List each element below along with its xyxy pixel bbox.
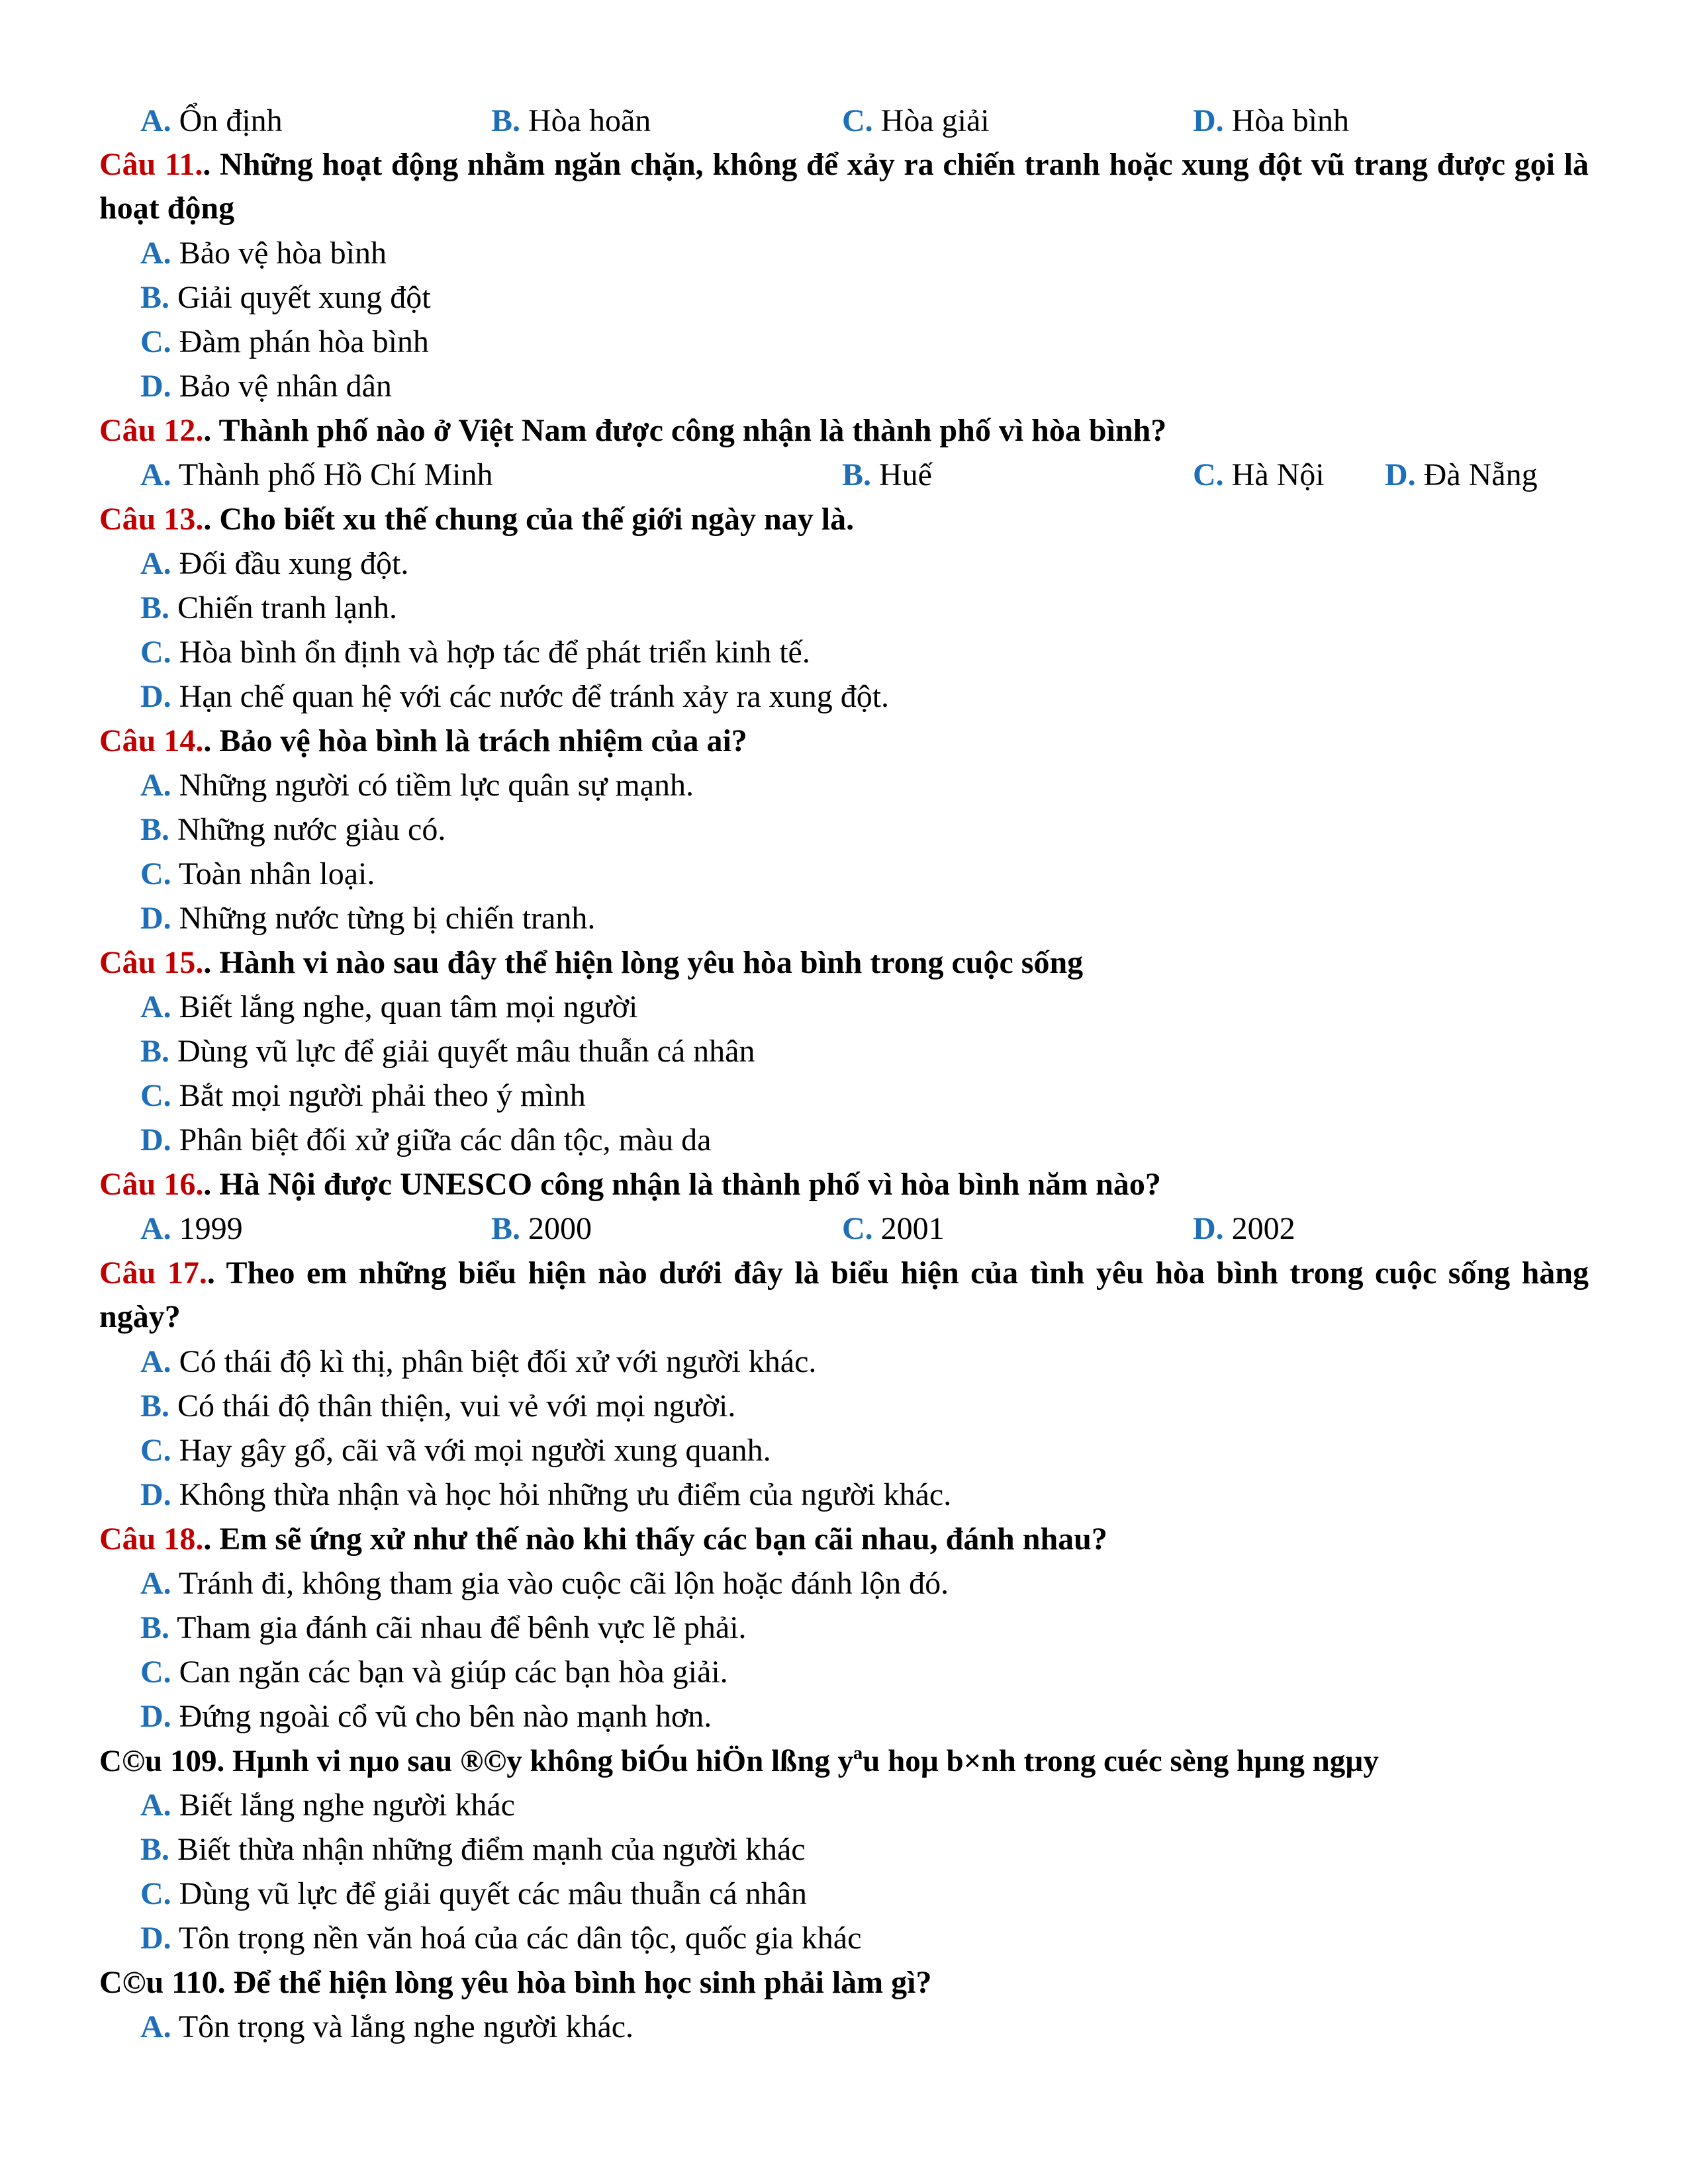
q16-option-d: D. 2002 xyxy=(1193,1211,1295,1246)
q109-option-b: B. Biết thừa nhận những điểm mạnh của người khác xyxy=(140,1832,806,1867)
q16-option-b: B. 2000 xyxy=(491,1211,592,1246)
q12-option-d: D. Đà Nẵng xyxy=(1385,457,1538,492)
q17-option-a: A. Có thái độ kì thị, phân biệt đối xử với người khác. xyxy=(140,1344,817,1379)
question-11: Câu 11.. Những hoạt động nhằm ngăn chặn, không để xảy ra chiến tranh hoặc xung đột vũ trang được gọi là hoạt động xyxy=(99,147,1589,226)
q11-option-d: D. Bảo vệ nhân dân xyxy=(140,369,392,404)
q15-option-b: B. Dùng vũ lực để giải quyết mâu thuẫn cá nhân xyxy=(140,1034,755,1069)
q18-option-d: D. Đứng ngoài cổ vũ cho bên nào mạnh hơn. xyxy=(140,1699,712,1734)
q11-option-a: A. Bảo vệ hòa bình xyxy=(140,236,387,271)
q15-option-a: A. Biết lắng nghe, quan tâm mọi người xyxy=(140,989,638,1024)
q17-option-d: D. Không thừa nhận và học hỏi những ưu điểm của người khác. xyxy=(140,1477,952,1512)
q14-option-b: B. Những nước giàu có. xyxy=(140,812,446,847)
option-b: B. Hòa hoãn xyxy=(491,103,651,138)
q18-option-b: B. Tham gia đánh cãi nhau để bênh vực lẽ phải. xyxy=(140,1610,747,1645)
q18-option-a: A. Tránh đi, không tham gia vào cuộc cãi lộn hoặc đánh lộn đó. xyxy=(140,1566,949,1601)
option-a: A. Ổn định xyxy=(140,103,283,138)
q109-option-d: D. Tôn trọng nền văn hoá của các dân tộc, quốc gia khác xyxy=(140,1921,862,1956)
question-17: Câu 17.. Theo em những biểu hiện nào dưới đây là biểu hiện của tình yêu hòa bình trong cuộc sống hàng ngày? xyxy=(99,1255,1589,1334)
q15-option-c: C. Bắt mọi người phải theo ý mình xyxy=(140,1078,586,1113)
question-15: Câu 15.. Hành vi nào sau đây thể hiện lòng yêu hòa bình trong cuộc sống xyxy=(99,945,1084,980)
question-109: C©u 109. Hµnh vi nµo sau ®©y không biÓu hiÖn lßng yªu hoµ b×nh trong cuéc sèng hµng ngµy xyxy=(99,1744,1379,1778)
q110-option-a: A. Tôn trọng và lắng nghe người khác. xyxy=(140,2009,634,2044)
q109-option-c: C. Dùng vũ lực để giải quyết các mâu thuẫn cá nhân xyxy=(140,1876,808,1911)
option-d: D. Hòa bình xyxy=(1193,103,1349,138)
q14-option-c: C. Toàn nhân loại. xyxy=(140,856,375,891)
q11-option-c: C. Đàm phán hòa bình xyxy=(140,324,429,359)
q13-option-d: D. Hạn chế quan hệ với các nước để tránh xảy ra xung đột. xyxy=(140,679,890,714)
q12-option-c: C. Hà Nội xyxy=(1193,457,1325,492)
q11-option-b: B. Giải quyết xung đột xyxy=(140,280,431,315)
q12-option-a: A. Thành phố Hồ Chí Minh xyxy=(140,457,493,492)
q16-option-a: A. 1999 xyxy=(140,1211,243,1246)
q13-option-c: C. Hòa bình ổn định và hợp tác để phát triển kinh tế. xyxy=(140,635,810,670)
q109-option-a: A. Biết lắng nghe người khác xyxy=(140,1788,515,1823)
question-14: Câu 14.. Bảo vệ hòa bình là trách nhiệm của ai? xyxy=(99,723,747,758)
question-16: Câu 16.. Hà Nội được UNESCO công nhận là thành phố vì hòa bình năm nào? xyxy=(99,1167,1161,1202)
question-12: Câu 12.. Thành phố nào ở Việt Nam được công nhận là thành phố vì hòa bình? xyxy=(99,413,1167,448)
q14-option-a: A. Những người có tiềm lực quân sự mạnh. xyxy=(140,768,694,803)
question-110: C©u 110. Để thể hiện lòng yêu hòa bình học sinh phải làm gì? xyxy=(99,1965,932,2000)
question-18: Câu 18.. Em sẽ ứng xử như thế nào khi thấy các bạn cãi nhau, đánh nhau? xyxy=(99,1522,1107,1557)
option-c: C. Hòa giải xyxy=(842,103,990,138)
q17-option-b: B. Có thái độ thân thiện, vui vẻ với mọi người. xyxy=(140,1388,736,1424)
q13-option-b: B. Chiến tranh lạnh. xyxy=(140,590,397,625)
question-13: Câu 13.. Cho biết xu thế chung của thế giới ngày nay là. xyxy=(99,502,855,537)
q15-option-d: D. Phân biệt đối xử giữa các dân tộc, màu da xyxy=(140,1122,712,1158)
q13-option-a: A. Đối đầu xung đột. xyxy=(140,546,409,581)
q12-option-b: B. Huế xyxy=(842,457,932,492)
q18-option-c: C. Can ngăn các bạn và giúp các bạn hòa giải. xyxy=(140,1655,728,1690)
q14-option-d: D. Những nước từng bị chiến tranh. xyxy=(140,901,596,936)
q17-option-c: C. Hay gây gổ, cãi vã với mọi người xung quanh. xyxy=(140,1433,771,1468)
q16-option-c: C. 2001 xyxy=(842,1211,945,1246)
